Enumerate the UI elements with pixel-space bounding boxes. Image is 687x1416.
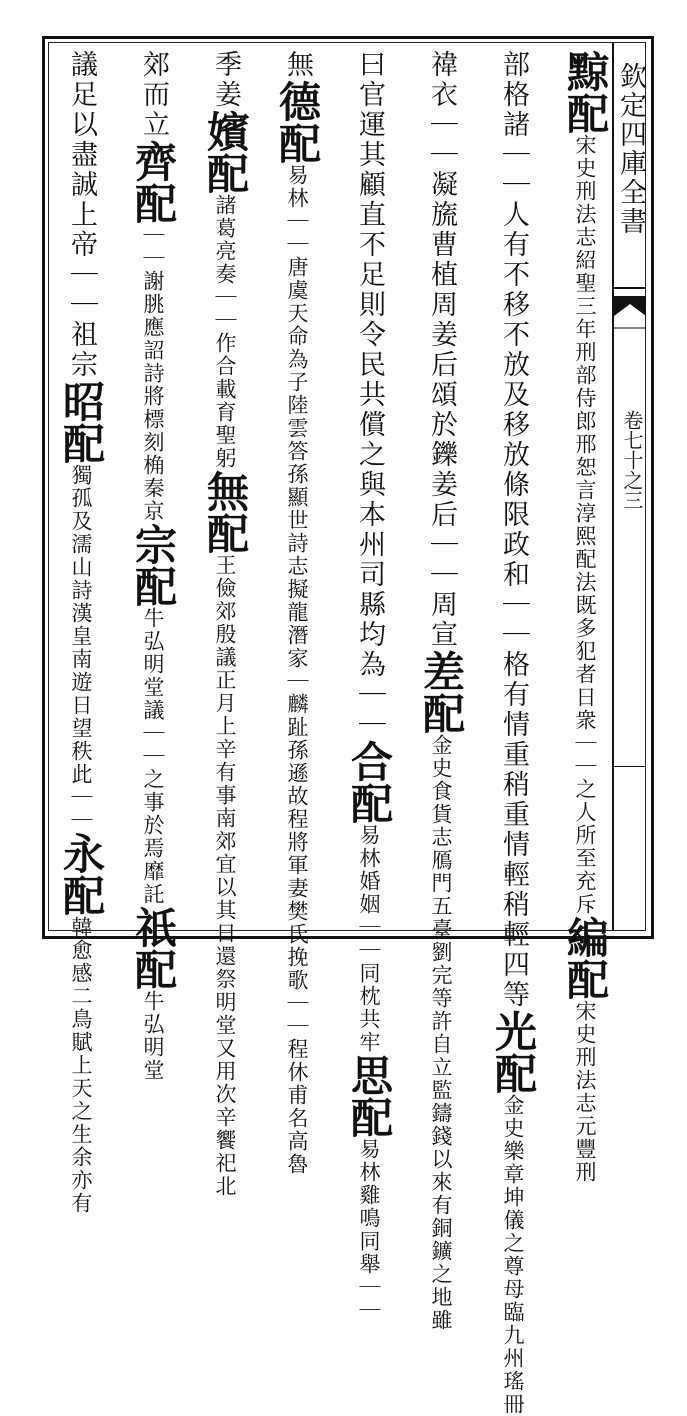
- headword-char: 齊: [129, 140, 178, 182]
- text-segment: 易林婚姻｜｜同枕共牢: [357, 824, 381, 1054]
- headword-char: 配: [57, 422, 106, 464]
- headword-char: 編: [561, 916, 610, 958]
- text-segment: 諸葛亮奏｜｜作合載育聖躬: [213, 194, 237, 470]
- text-column-7: [126, 50, 180, 1082]
- book-title: 欽定四庫全書: [615, 62, 646, 236]
- headword-char: 思: [345, 1054, 394, 1096]
- headword-char: 嬪: [201, 110, 250, 152]
- headword-char: 配: [561, 92, 610, 134]
- text-segment: 易林雞鳴同舉｜｜: [357, 1138, 381, 1322]
- text-column-4: [342, 50, 396, 1322]
- text-segment: ｜｜謝朓應詔詩將標刻桷秦京: [141, 224, 165, 523]
- headword-char: 永: [57, 832, 106, 874]
- text-segment: 宋史刑法志元豐刑: [573, 1000, 597, 1184]
- headword-char: 配: [345, 782, 394, 824]
- text-segment: 牛弘明堂議｜｜之事於焉靡託: [141, 607, 165, 906]
- headword-char: 配: [345, 1096, 394, 1138]
- text-segment: 季姜: [210, 50, 241, 110]
- headword-char: 祇: [129, 906, 178, 948]
- text-columns: [50, 46, 610, 1416]
- headword-char: 配: [129, 182, 178, 224]
- headword-char: 配: [129, 948, 178, 990]
- headword-char: 差: [417, 650, 466, 692]
- text-segment: 牛弘明堂: [141, 990, 165, 1082]
- headword-char: 配: [57, 874, 106, 916]
- headword-char: 配: [561, 958, 610, 1000]
- text-column-3: [414, 50, 468, 1332]
- headword-char: 黥: [561, 50, 610, 92]
- headword-char: 合: [345, 740, 394, 782]
- text-segment: 郊而立: [138, 50, 169, 140]
- headword-char: 配: [417, 692, 466, 734]
- text-segment: 曰官運其顧直不足則令民共償之與本州司縣均為｜｜: [354, 50, 385, 740]
- headword-char: 配: [201, 152, 250, 194]
- text-segment: 韓愈感二鳥賦上天之生余亦有: [69, 916, 93, 1215]
- text-segment: 易林｜｜唐虞天命為子陸雲答孫顯世詩志擬龍潛家｜麟趾孫遜故程將軍妻樊氏挽歌｜｜程休甫名高魯: [285, 164, 309, 1176]
- text-segment: 無: [282, 50, 313, 80]
- headword-char: 無: [201, 470, 250, 512]
- text-column-6: [198, 50, 252, 1198]
- headword-char: 昭: [57, 380, 106, 422]
- headword-char: 德: [273, 80, 322, 122]
- headword-char: 配: [273, 122, 322, 164]
- margin-divider: [614, 766, 646, 767]
- headword-char: 配: [489, 1052, 538, 1094]
- fish-tail-ornament-icon: [614, 286, 646, 330]
- text-segment: 議足以盡誠上帝｜｜祖宗: [66, 50, 97, 380]
- text-column-8: [54, 50, 108, 1215]
- text-segment: 部格諸｜｜人有不移不放及移放條限政和｜｜格有情重稍重情輕稍輕四等: [498, 50, 529, 1010]
- text-segment: 禕衣｜｜凝旒曹植周姜后頌於鑠姜后｜｜周宣: [426, 50, 457, 650]
- text-column-2: [486, 50, 540, 1416]
- headword-char: 光: [489, 1010, 538, 1052]
- text-column-1: [558, 50, 612, 1184]
- headword-char: 配: [201, 512, 250, 554]
- text-segment: 王儉郊殷議正月上辛有事南郊宜以其日還祭明堂又用次辛饗祀北: [213, 554, 237, 1198]
- text-segment: 宋史刑法志紹聖三年刑部侍郎邢恕言淳熙配法既多犯者日衆｜｜之人所至充斥: [573, 134, 597, 916]
- text-segment: 金史食貨志鴈門五臺劉完等許自立監鑄錢以來有銅鑛之地雖: [429, 734, 453, 1332]
- text-segment: 獨孤及濡山詩漢皇南遊日望秩此｜｜: [69, 464, 93, 832]
- headword-char: 宗: [129, 523, 178, 565]
- text-segment: 金史樂章坤儀之尊母臨九州瑤冊: [501, 1094, 525, 1416]
- headword-char: 配: [129, 565, 178, 607]
- chapter-number: 卷七十之三: [620, 410, 644, 510]
- text-column-5: [270, 50, 324, 1176]
